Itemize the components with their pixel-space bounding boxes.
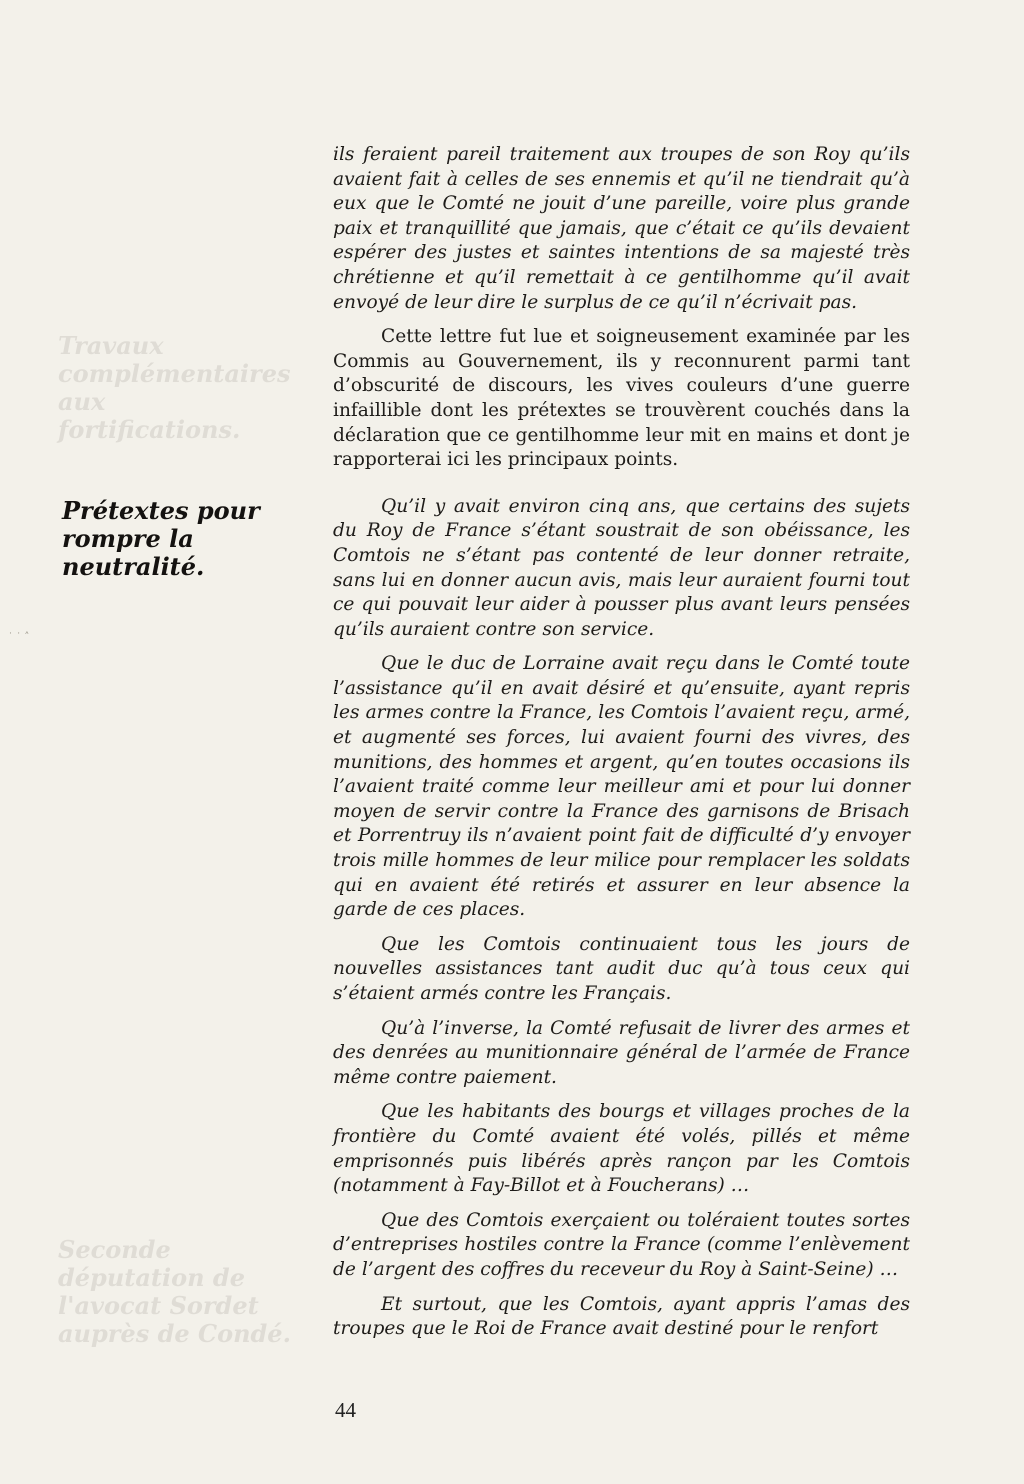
paragraph: Que des Comtois exerçaient ou toléraient toutes sortes d’entreprises hostiles contre la France (comme l’enlèvement de l’argent des coffres du receveur du Roy à Saint-Seine) … [333,1209,910,1280]
body-text [333,143,910,1352]
margin-heading-line: Prétextes pour [62,496,260,525]
bleed-through-text: Travaux complémentaires aux fortifications. [58,331,291,444]
paragraph: Qu’à l’inverse, la Comté refusait de livrer des armes et des denrées au munitionnaire général de l’armée de France même contre paiement. [333,1017,910,1088]
paragraph: Que les Comtois continuaient tous les jours de nouvelles assistances tant audit duc qu’à tous ceux qui s’étaient armés contre les Français. [333,933,910,1004]
margin-heading-line: rompre la [62,524,194,553]
margin-heading [62,497,302,581]
paragraph: Que le duc de Lorraine avait reçu dans le Comté toute l’assistance qu’il en avait désiré et qu’ensuite, ayant repris les armes contre la France, les Comtois l’avaient reçu, armé, et augmenté ses forces, lui avaient fourni des vivres, des munitions, des hommes et argent, qu’en toutes occasions ils l’avaient traité comme leur meilleur ami et pour lui donner moyen de servir contre la France des garnisons de Brisach et Porrentruy ils n’avaient point fait de difficulté d’y envoyer trois mille hommes de leur milice pour remplacer les soldats qui en avaient été retirés et assurer en leur absence la garde de ces places. [333,653,910,921]
paragraph: Que les habitants des bourgs et villages proches de la frontière du Comté avaient été volés, pillés et même emprisonnés puis libérés après rançon par les Comtois (notamment à Fay-Billot et à Foucherans) … [333,1101,910,1197]
paragraph: ils feraient pareil traitement aux troupes de son Roy qu’ils avaient fait à celles de ses ennemis et qu’il ne tiendrait qu’à eux que le Comté ne jouit d’une pareille, voire plus grande paix et tranquillité que jamais, que c’était ce qu’ils devaient espérer des justes et saintes intentions de sa majesté très chrétienne et qu’il remettait à ce gentilhomme qu’il avait envoyé de leur dire le surplus de ce qu’il n’écrivait pas. [333,144,910,313]
paper-mark: ˙ ˙ ˄ [8,632,30,643]
paragraph: Et surtout, que les Comtois, ayant appris l’amas des troupes que le Roi de France avait destiné pour le renfort [333,1293,910,1340]
paragraph: Qu’il y avait environ cinq ans, que certains des sujets du Roy de France s’étant soustrait de son obéissance, les Comtois ne s’étant pas contenté de leur donner retraite, sans lui en donner aucun avis, mais leur auraient fourni tout ce qui pouvait leur aider à pousser plus avant leurs pensées qu’ils auraient contre son service. [333,495,910,640]
margin-heading-line: neutralité. [62,552,205,581]
page-number: 44 [335,1398,356,1422]
paragraph: Cette lettre fut lue et soigneusement examinée par les Commis au Gouvernement, ils y reconnurent parmi tant d’obscurité de discours, les vives couleurs d’une guerre infaillible dont les prétextes se trouvèrent couchés dans la déclaration que ce gentilhomme leur mit en mains et dont je rapporterai ici les principaux points. [333,326,910,471]
bleed-through-text: Seconde députation de l'avocat Sordet auprès de Condé. [58,1235,291,1348]
